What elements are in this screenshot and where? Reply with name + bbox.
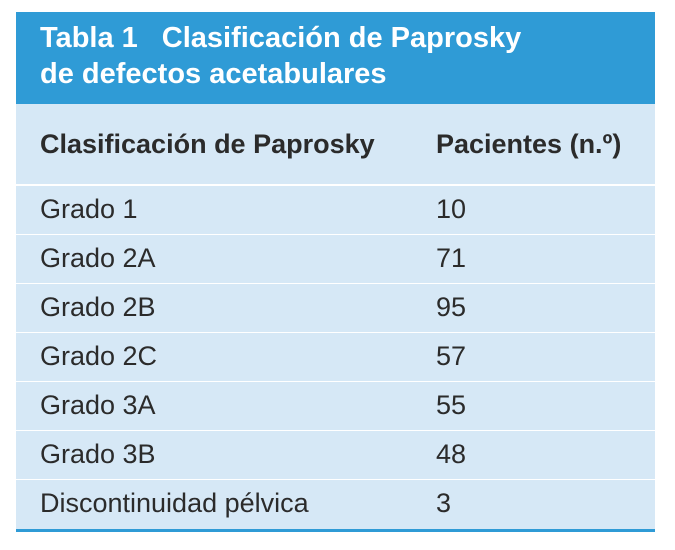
column-header-classification: Clasificación de Paprosky xyxy=(40,129,375,159)
classification-cell: Grado 1 xyxy=(40,194,138,224)
patients-cell: 57 xyxy=(436,341,467,371)
patients-cell: 48 xyxy=(436,439,467,469)
table-body xyxy=(16,186,655,529)
table-title xyxy=(16,12,655,104)
table-title-line-2: de defectos acetabulares xyxy=(40,58,387,90)
table-row xyxy=(16,333,655,382)
table-row xyxy=(16,284,655,333)
table-title-line-1 xyxy=(40,20,635,56)
patients-cell: 3 xyxy=(436,488,452,518)
classification-cell: Grado 3B xyxy=(40,439,156,469)
table-header-row xyxy=(16,104,655,186)
table-card xyxy=(16,12,655,532)
classification-cell: Grado 3A xyxy=(40,390,156,420)
table-row xyxy=(16,186,655,235)
classification-cell: Grado 2B xyxy=(40,292,156,322)
patients-cell: 10 xyxy=(436,194,467,224)
patients-cell: 95 xyxy=(436,292,467,322)
column-header-patients: Pacientes (n.º) xyxy=(436,129,622,159)
classification-cell: Discontinuidad pélvica xyxy=(40,488,309,518)
patients-cell: 55 xyxy=(436,390,467,420)
patients-cell: 71 xyxy=(436,243,467,273)
table-title-text: Clasificación de Paprosky xyxy=(161,22,522,54)
table-number: Tabla 1 xyxy=(40,22,138,54)
table-row xyxy=(16,382,655,431)
classification-cell: Grado 2C xyxy=(40,341,158,371)
table-row xyxy=(16,431,655,480)
classification-cell: Grado 2A xyxy=(40,243,156,273)
table-row xyxy=(16,235,655,284)
table-row xyxy=(16,480,655,529)
